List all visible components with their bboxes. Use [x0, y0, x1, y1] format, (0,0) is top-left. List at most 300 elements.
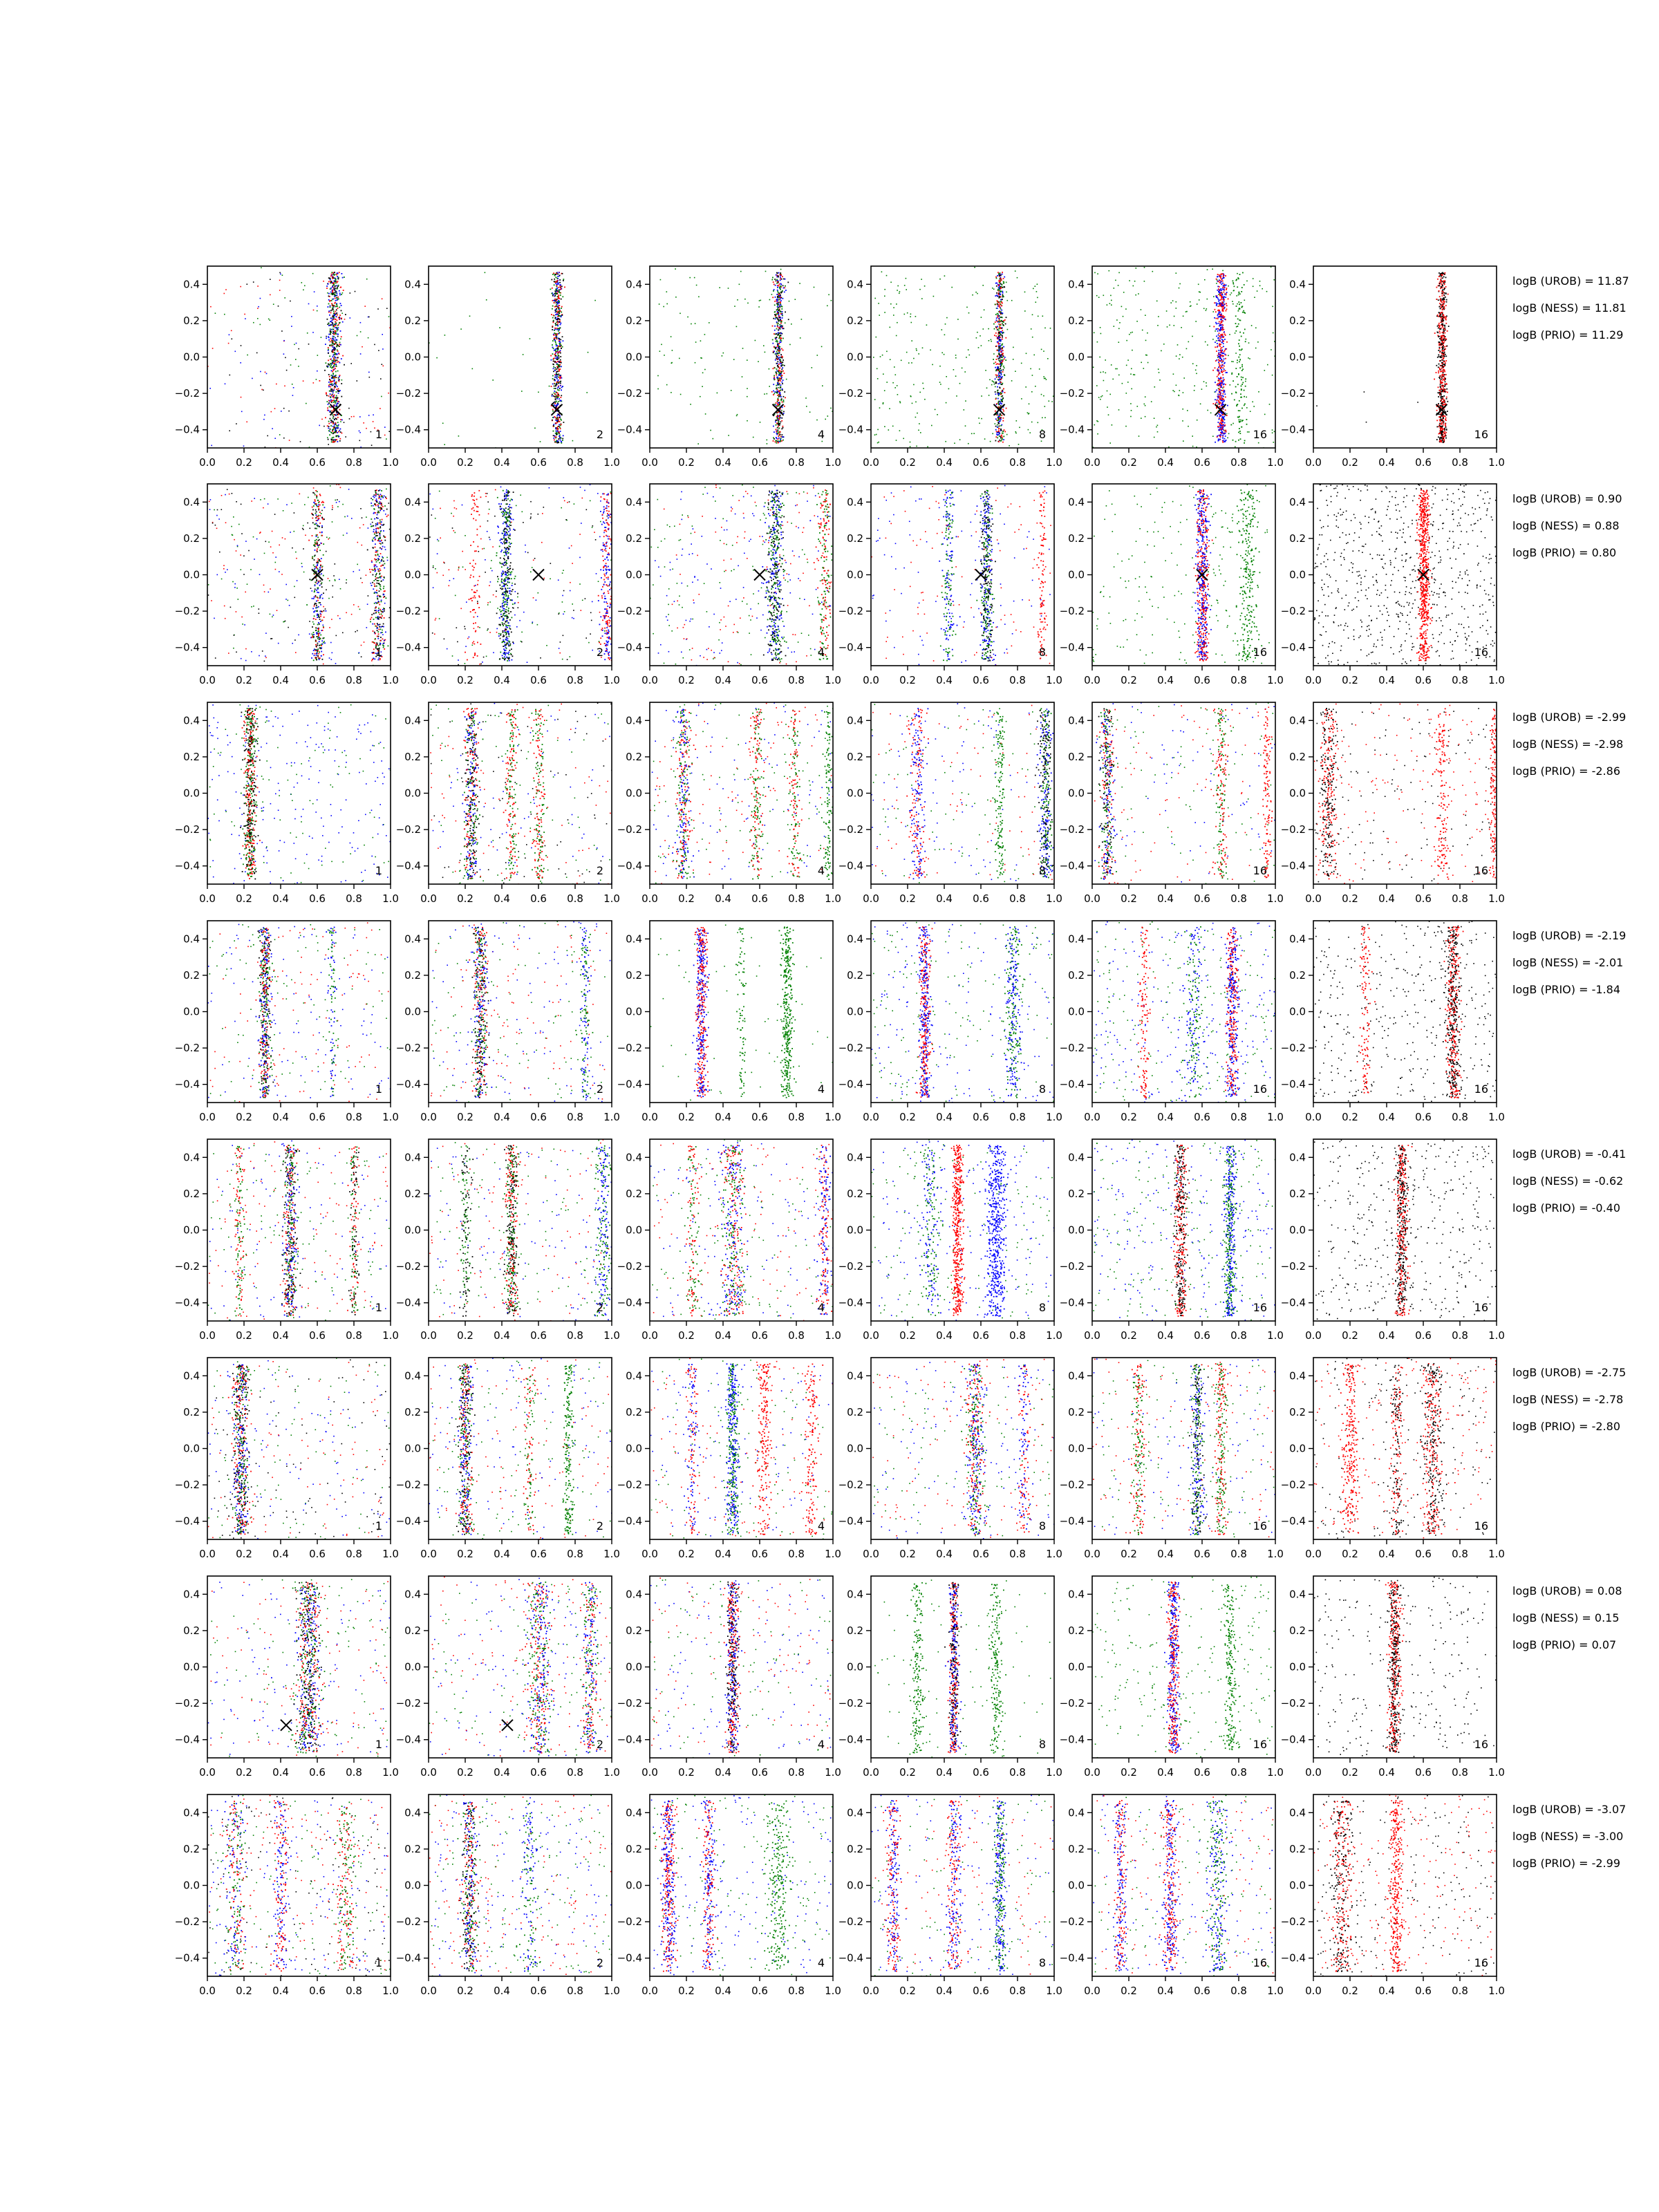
data-point: [1136, 321, 1138, 322]
data-point: [276, 384, 277, 385]
data-point: [1220, 397, 1221, 399]
data-point: [781, 410, 782, 411]
scatter-panel: [838, 266, 1062, 469]
data-point: [331, 395, 332, 396]
data-point: [1156, 301, 1158, 302]
data-point: [774, 404, 776, 405]
data-point: [551, 293, 552, 294]
data-point: [776, 371, 778, 372]
data-point: [788, 319, 789, 320]
data-point: [1267, 364, 1268, 366]
data-point: [777, 427, 778, 429]
data-point: [773, 318, 774, 319]
data-point: [333, 370, 335, 371]
data-point: [1224, 422, 1226, 424]
data-point: [1146, 355, 1147, 356]
x-tick-label: 0.4: [272, 456, 289, 469]
data-point: [995, 362, 996, 363]
data-point: [552, 326, 553, 328]
data-point: [945, 441, 946, 442]
data-point: [553, 435, 554, 436]
x-tick-label: 0.4: [936, 456, 953, 469]
data-point: [1121, 306, 1123, 308]
data-point: [553, 315, 554, 316]
data-point: [1145, 355, 1147, 356]
data-point: [780, 319, 781, 321]
data-point: [555, 368, 556, 369]
data-point: [444, 335, 446, 336]
data-point: [1220, 338, 1221, 339]
data-point: [1221, 281, 1222, 282]
data-point: [332, 349, 333, 350]
data-point: [1219, 418, 1220, 419]
data-point: [336, 304, 337, 306]
data-point: [1439, 332, 1441, 334]
data-point: [560, 285, 561, 287]
data-point: [780, 380, 781, 382]
data-point: [997, 427, 998, 428]
data-point: [980, 335, 981, 337]
data-point: [908, 362, 910, 364]
data-point: [1440, 384, 1441, 385]
data-point: [999, 421, 1000, 422]
data-point: [780, 371, 781, 372]
data-point: [1446, 397, 1447, 398]
data-point: [1158, 316, 1159, 317]
data-point: [778, 391, 780, 392]
data-point: [333, 389, 335, 391]
data-point: [561, 285, 563, 287]
data-point: [383, 366, 384, 367]
data-point: [779, 441, 780, 442]
data-point: [1441, 343, 1443, 344]
data-point: [784, 365, 785, 366]
data-point: [1445, 425, 1446, 427]
data-point: [1248, 357, 1249, 359]
data-point: [382, 334, 383, 335]
data-point: [773, 384, 774, 385]
data-point: [1215, 311, 1217, 312]
data-point: [996, 292, 997, 294]
data-point: [492, 379, 494, 381]
scatter-panel: [1060, 266, 1284, 469]
data-point: [1005, 324, 1006, 325]
data-point: [1439, 306, 1441, 308]
data-point: [1445, 354, 1446, 355]
data-point: [307, 332, 308, 334]
data-point: [995, 375, 997, 376]
data-point: [890, 282, 892, 283]
data-point: [557, 276, 559, 277]
data-point: [1239, 361, 1240, 362]
data-point: [556, 299, 558, 300]
data-point: [274, 408, 276, 409]
data-point: [1438, 364, 1440, 365]
data-point: [241, 411, 243, 413]
data-point: [1000, 355, 1001, 356]
data-point: [1093, 367, 1094, 368]
data-point: [672, 350, 673, 351]
data-point: [899, 293, 900, 294]
data-point: [774, 393, 775, 395]
data-point: [1444, 326, 1445, 327]
data-point: [1434, 379, 1435, 380]
data-point: [554, 299, 556, 300]
data-point: [1215, 403, 1217, 404]
x-tick-label: 0.2: [899, 456, 916, 469]
data-point: [551, 359, 552, 361]
data-point: [1443, 379, 1444, 380]
data-point: [1232, 380, 1234, 382]
data-point: [1223, 306, 1224, 308]
data-point: [997, 308, 998, 309]
data-point: [1025, 386, 1027, 388]
data-point: [1002, 431, 1004, 432]
data-point: [1001, 374, 1002, 375]
data-point: [1002, 357, 1004, 358]
data-point: [332, 299, 333, 300]
data-point: [731, 390, 732, 391]
data-point: [556, 366, 558, 368]
data-point: [1442, 429, 1443, 430]
data-point: [774, 377, 775, 378]
data-point: [292, 384, 293, 385]
data-point: [382, 299, 383, 300]
data-point: [930, 350, 931, 351]
data-point: [968, 349, 969, 350]
data-point: [558, 418, 559, 420]
data-point: [1042, 418, 1043, 419]
data-point: [899, 430, 901, 431]
data-point: [994, 335, 995, 336]
data-point: [778, 426, 779, 427]
data-point: [333, 365, 335, 366]
data-point: [763, 345, 765, 346]
data-point: [1437, 332, 1438, 333]
data-point: [1002, 409, 1004, 411]
data-point: [559, 364, 561, 366]
data-point: [1219, 357, 1221, 359]
data-point: [1179, 358, 1180, 359]
data-point: [782, 359, 784, 361]
data-point: [780, 436, 782, 438]
data-point: [767, 393, 768, 395]
data-point: [549, 386, 550, 387]
data-point: [1440, 299, 1441, 300]
data-point: [780, 312, 782, 313]
data-point: [1216, 303, 1217, 305]
data-point: [1145, 315, 1146, 316]
data-point: [1443, 297, 1445, 299]
data-point: [382, 364, 383, 365]
data-point: [1002, 337, 1003, 338]
data-point: [918, 430, 919, 431]
data-point: [657, 388, 659, 390]
data-point: [332, 381, 333, 382]
data-point: [557, 350, 559, 351]
data-point: [1442, 396, 1443, 397]
data-point: [329, 315, 330, 316]
data-point: [1218, 362, 1219, 363]
data-point: [345, 436, 346, 438]
data-point: [1444, 301, 1445, 302]
data-point: [1225, 384, 1226, 385]
data-point: [337, 334, 339, 335]
data-point: [1000, 313, 1002, 315]
data-point: [557, 348, 559, 350]
data-point: [337, 397, 338, 399]
data-point: [666, 384, 668, 386]
data-point: [899, 401, 901, 402]
data-point: [782, 389, 783, 391]
data-point: [1438, 433, 1440, 435]
data-point: [338, 279, 339, 280]
data-point: [1221, 283, 1222, 285]
y-tick-label: −0.2: [838, 387, 863, 400]
data-point: [560, 400, 561, 402]
data-point: [1232, 281, 1234, 282]
data-point: [335, 397, 336, 398]
data-point: [560, 339, 561, 341]
data-point: [778, 379, 779, 381]
data-point: [308, 344, 310, 345]
data-point: [874, 399, 876, 400]
data-point: [1100, 333, 1102, 335]
data-point: [886, 275, 888, 276]
data-point: [1438, 350, 1439, 351]
data-point: [1441, 427, 1443, 428]
data-point: [879, 315, 880, 316]
data-point: [283, 408, 285, 409]
data-point: [886, 382, 888, 383]
data-point: [992, 433, 993, 435]
data-point: [285, 357, 286, 359]
data-point: [1440, 273, 1441, 274]
data-point: [922, 348, 924, 349]
data-point: [555, 422, 556, 424]
data-point: [290, 364, 292, 366]
data-point: [338, 317, 339, 319]
data-point: [767, 443, 768, 444]
data-point: [1217, 328, 1218, 330]
data-point: [1213, 311, 1215, 312]
data-point: [774, 391, 776, 393]
data-point: [776, 437, 777, 438]
data-point: [384, 427, 386, 428]
data-point: [291, 316, 292, 317]
data-point: [1219, 429, 1221, 430]
data-point: [1002, 384, 1003, 385]
data-point: [283, 340, 285, 341]
data-point: [1004, 319, 1006, 321]
data-point: [1441, 307, 1442, 308]
data-point: [1438, 366, 1439, 368]
data-point: [343, 290, 344, 291]
data-point: [1130, 416, 1132, 418]
data-point: [1445, 355, 1447, 357]
data-point: [1443, 375, 1445, 377]
data-point: [1131, 388, 1132, 390]
data-point: [1442, 304, 1443, 306]
data-point: [1219, 426, 1220, 427]
data-point: [289, 440, 290, 441]
data-point: [1218, 359, 1219, 360]
data-point: [1445, 423, 1446, 424]
data-point: [782, 427, 784, 429]
data-point: [1220, 278, 1221, 279]
data-point: [557, 280, 559, 281]
data-point: [1446, 301, 1447, 303]
data-point: [1212, 339, 1214, 340]
data-point: [560, 289, 561, 290]
y-tick-label: −0.4: [1060, 424, 1085, 436]
data-point: [995, 393, 997, 395]
data-point: [339, 322, 341, 324]
data-point: [558, 386, 559, 388]
data-point: [1221, 314, 1222, 315]
data-point: [559, 321, 561, 323]
y-tick-label: 0.0: [1068, 351, 1085, 364]
data-point: [559, 298, 560, 299]
data-point: [1231, 292, 1232, 294]
data-point: [521, 391, 523, 392]
true-value-marker: [1215, 404, 1226, 415]
data-point: [1224, 384, 1225, 385]
data-point: [1224, 289, 1225, 290]
data-point: [776, 283, 778, 284]
data-point: [1230, 384, 1231, 386]
data-point: [1176, 272, 1177, 274]
data-point: [1219, 399, 1221, 400]
data-point: [332, 286, 333, 288]
data-point: [1442, 306, 1443, 308]
data-point: [933, 296, 935, 297]
data-point: [552, 420, 553, 421]
data-point: [1439, 368, 1441, 369]
data-point: [1245, 386, 1246, 387]
data-point: [776, 358, 777, 359]
data-point: [559, 279, 561, 281]
data-point: [1443, 329, 1444, 330]
data-point: [1241, 386, 1242, 387]
y-tick-label: 0.2: [183, 315, 200, 327]
data-point: [1445, 427, 1447, 428]
data-point: [1224, 301, 1225, 303]
data-point: [270, 319, 271, 321]
data-point: [556, 337, 558, 339]
data-point: [1003, 281, 1004, 283]
data-point: [1135, 294, 1136, 296]
data-point: [1443, 357, 1444, 359]
data-point: [337, 308, 339, 309]
data-point: [1183, 316, 1184, 317]
data-point: [998, 428, 1000, 429]
data-point: [1226, 341, 1228, 343]
data-point: [1223, 380, 1224, 382]
data-point: [772, 343, 774, 344]
data-point: [1004, 276, 1005, 278]
data-point: [782, 426, 784, 427]
data-point: [211, 445, 212, 447]
data-point: [910, 395, 912, 397]
points: [873, 267, 1055, 447]
data-point: [332, 272, 334, 274]
data-point: [997, 386, 998, 388]
data-point: [785, 312, 786, 313]
data-point: [260, 298, 261, 299]
data-point: [1228, 433, 1230, 435]
data-point: [904, 285, 906, 286]
data-point: [1438, 403, 1439, 404]
data-point: [1272, 306, 1273, 308]
data-point: [559, 332, 560, 334]
data-point: [1001, 377, 1002, 379]
data-point: [1216, 283, 1217, 284]
data-point: [1021, 398, 1022, 400]
data-point: [1177, 344, 1179, 346]
data-point: [1242, 272, 1244, 274]
data-point: [1219, 346, 1221, 347]
data-point: [556, 371, 558, 372]
data-point: [538, 392, 539, 393]
data-point: [338, 285, 339, 286]
data-point: [962, 368, 963, 369]
data-point: [747, 359, 748, 361]
data-point: [1003, 366, 1004, 367]
data-point: [997, 437, 998, 438]
data-point: [781, 420, 782, 422]
data-point: [336, 328, 337, 330]
data-point: [986, 388, 988, 389]
data-point: [554, 328, 556, 329]
data-point: [1141, 309, 1142, 310]
data-point: [290, 301, 291, 302]
data-point: [1011, 300, 1013, 301]
data-point: [1229, 334, 1230, 335]
data-point: [1219, 403, 1221, 404]
data-point: [1237, 326, 1239, 327]
data-point: [1251, 325, 1253, 326]
data-point: [279, 280, 281, 281]
data-point: [332, 318, 334, 319]
data-point: [1019, 427, 1020, 429]
data-point: [1438, 299, 1439, 301]
data-point: [1182, 409, 1183, 410]
data-point: [1440, 371, 1441, 373]
data-point: [774, 311, 776, 312]
data-point: [913, 384, 915, 386]
data-point: [1222, 402, 1224, 403]
data-point: [1134, 374, 1136, 375]
data-point: [1002, 312, 1004, 314]
data-point: [1445, 420, 1447, 421]
data-point: [779, 367, 780, 368]
data-point: [332, 309, 334, 310]
data-point: [335, 375, 337, 376]
data-point: [342, 277, 344, 279]
data-point: [1188, 426, 1189, 427]
data-point: [1002, 433, 1003, 434]
data-point: [1447, 392, 1448, 393]
data-point: [921, 298, 923, 299]
data-point: [1132, 332, 1133, 333]
data-point: [485, 272, 486, 274]
data-point: [1236, 306, 1237, 307]
data-point: [1438, 290, 1440, 292]
data-point: [1220, 386, 1221, 387]
data-point: [1222, 308, 1224, 310]
data-point: [288, 411, 290, 412]
